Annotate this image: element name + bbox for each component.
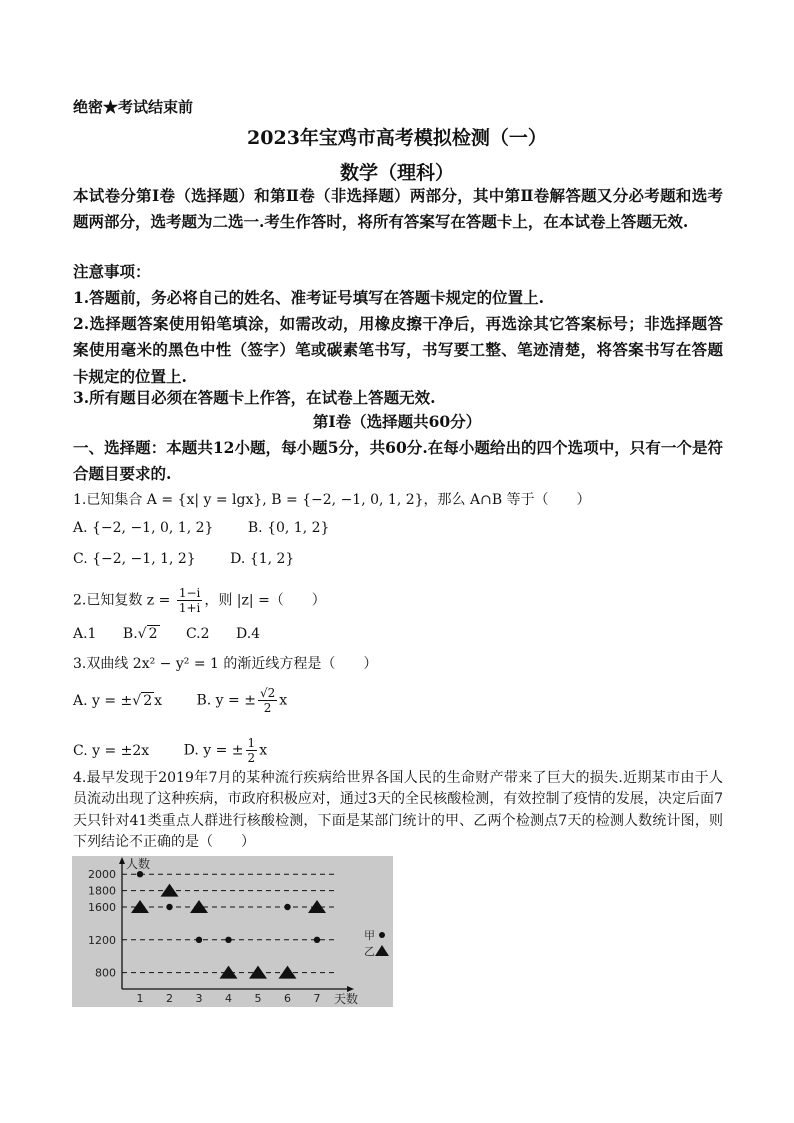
q2-frac-den: 1+i: [178, 601, 201, 615]
question-2-options: [73, 626, 290, 642]
q3-d-suffix: x: [259, 742, 268, 759]
q3-d-prefix: D. y = ±: [183, 742, 244, 759]
q2-fraction: [177, 586, 203, 615]
q2-b-prefix: B.: [122, 626, 138, 642]
q3-b-fraction: [258, 686, 277, 715]
intro-paragraph: 本试卷分第Ⅰ卷（选择题）和第Ⅱ卷（非选择题）两部分，其中第Ⅱ卷解答题又分必考题和选考题两部分，选考题为二选一.考生作答时，将所有答案写在答题卡上，在本试卷上答题无效.: [73, 186, 723, 232]
q3-d-fraction: [246, 736, 258, 765]
q3-b-suffix: x: [279, 692, 288, 709]
q3-b-den: 2: [263, 701, 272, 715]
option-d: D.4: [236, 626, 261, 642]
notes-heading: 注意事项：: [73, 262, 151, 281]
option-b: B.√ 2: [122, 626, 158, 642]
y-tick-label: 1800: [88, 884, 116, 898]
option-c: C.2: [185, 626, 210, 642]
x-tick-label: 7: [313, 992, 321, 1005]
series-jia-point: [137, 871, 143, 877]
section-title: 第Ⅰ卷（选择题共60分）: [312, 412, 482, 431]
legend-jia-marker: [379, 932, 385, 938]
x-axis-label: 天数: [334, 992, 359, 1006]
option-d: [184, 736, 267, 765]
q2-stem-suffix: ，则 |z| =（ ）: [204, 592, 326, 609]
x-tick-label: 1: [136, 992, 144, 1005]
y-tick-label: 1600: [88, 901, 116, 914]
legend-jia-label: 甲: [364, 929, 375, 942]
x-tick-label: 3: [195, 992, 203, 1005]
series-jia-point: [166, 904, 172, 910]
legend-yi-label: 乙: [364, 945, 375, 958]
q2-b-root: 2: [148, 626, 158, 642]
question-1-stem: 1.已知集合 A = {x| y = lgx}, B = {−2, −1, 0, 1, 2}，那么 A∩B 等于（ ）: [73, 492, 591, 508]
q2-stem-prefix: 2.已知复数 z =: [73, 592, 175, 609]
note-item-3: 3.所有题目必须在答题卡上作答，在试卷上答题无效.: [73, 388, 436, 407]
question-1-options-ab: [73, 520, 359, 536]
exam-title: 2023年宝鸡市高考模拟检测（一）: [247, 127, 547, 149]
question-2-stem: [73, 586, 326, 615]
option-b: B. {0, 1, 2}: [247, 520, 330, 536]
question-4-stem: 4.最早发现于2019年7月的某种流行疾病给世界各国人民的生命财产带来了巨大的损失.近期某市由于人员流动出现了这种疾病，市政府积极应对，通过3天的全民核酸检测，有效控制了疫情的发展，决定后面7天只针对41类重点人群进行核酸检测，下面是某部门统计的甲、乙两个检测点7天的检测人数统计图，则下列结论不正确的是（ ）: [73, 770, 723, 850]
y-tick-label: 2000: [88, 868, 116, 882]
series-jia-point: [225, 937, 231, 943]
y-tick-label: 1200: [88, 933, 116, 947]
subject-title: 数学（理科）: [339, 162, 454, 184]
confidential-label: 绝密★考试结束前: [73, 98, 194, 116]
test-count-chart: [72, 856, 393, 1007]
series-jia-point: [314, 937, 320, 943]
q3-a-prefix: A. y = ±: [73, 692, 133, 709]
series-jia-point: [284, 904, 290, 910]
q3-b-prefix: B. y = ±: [196, 692, 256, 709]
q3-a-root: 2: [143, 692, 153, 709]
option-d: D. {1, 2}: [230, 551, 295, 567]
x-tick-label: 4: [225, 992, 232, 1005]
y-axis-label: 人数: [126, 857, 151, 871]
question-3-options-ab: [73, 686, 317, 715]
option-c: C. y = ±2x: [73, 742, 150, 759]
x-tick-label: 5: [254, 992, 262, 1005]
y-tick-label: 800: [95, 966, 116, 980]
note-item-1: 1.答题前，务必将自己的姓名、准考证号填写在答题卡规定的位置上.: [73, 288, 545, 307]
series-jia-point: [196, 937, 202, 943]
q3-d-num: 1: [247, 736, 256, 750]
question-1-options-cd: [73, 551, 324, 567]
x-tick-label: 6: [284, 992, 291, 1005]
option-a: A. {−2, −1, 0, 1, 2}: [73, 520, 214, 536]
question-3-stem: 3.双曲线 2x² − y² = 1 的渐近线方程是（ ）: [73, 656, 378, 672]
q2-frac-num: 1−i: [178, 586, 201, 600]
chart-svg: [72, 856, 393, 1007]
option-a: A.1: [73, 626, 97, 642]
q3-d-den: 2: [247, 751, 256, 765]
q3-a-suffix: x: [154, 692, 163, 709]
q3-b-num: √2: [259, 686, 276, 700]
note-item-2: 2.选择题答案使用铅笔填涂，如需改动，用橡皮擦干净后，再选涂其它答案标号；非选择题答案使用毫米的黑色中性（签字）笔或碳素笔书写，书写要工整、笔迹清楚，将答案书写在答题卡规定的位置上.: [73, 314, 723, 386]
x-tick-label: 2: [166, 992, 173, 1005]
option-c: C. {−2, −1, 1, 2}: [73, 551, 196, 567]
chart-background: [72, 856, 393, 1007]
question-3-options-cd: [73, 736, 297, 765]
option-a: A. y = ±√ 2 x: [73, 692, 163, 709]
option-b: [196, 686, 287, 715]
section-instructions: 一、选择题：本题共12小题，每小题5分，共60分.在每小题给出的四个选项中，只有一个是符合题目要求的.: [73, 438, 723, 484]
